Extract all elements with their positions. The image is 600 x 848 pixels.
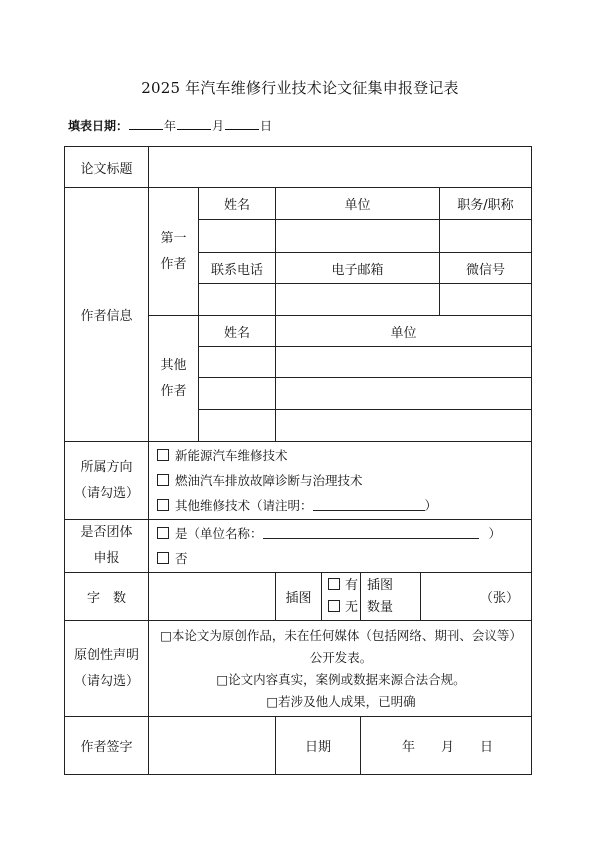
other-authors-label-line1: 其他 [160,357,187,373]
other-direction-blank[interactable] [313,498,425,511]
team-label [65,520,149,573]
option-text: 新能源汽车维修技术 [175,448,288,463]
month-blank[interactable] [177,119,211,130]
other-header-unit: 单位 [276,316,532,347]
header-name: 姓名 [199,188,276,220]
signature-date-format: 年 月 日 [401,740,493,755]
other-author-unit-field[interactable] [276,347,532,378]
fig-count-label-line1: 插图 [367,577,394,593]
first-author-label-line2: 作者 [160,256,187,272]
team-options [149,520,532,573]
paper-title-label: 论文标题 [65,147,149,188]
first-author-wechat-field[interactable] [440,284,532,316]
other-author-name-field[interactable] [199,347,276,378]
direction-label-line2: （请勾选） [73,485,139,501]
first-author-label [149,188,199,316]
fig-count-unit: （张） [479,591,519,606]
other-author-name-field[interactable] [199,378,276,410]
figures-choice [322,573,361,621]
originality-label-line2: （请勾选） [73,673,139,689]
originality-statement-1[interactable]: □本论文为原创作品，未在任何媒体（包括网络、期刊、会议等）公开发表。 [160,627,522,665]
none-text: 无 [345,599,359,615]
yes-text: 是（单位名称： [175,526,263,541]
option-text: 其他维修技术（请注明： [175,498,313,513]
word-count-field[interactable] [149,573,276,621]
option-close: ） [424,498,438,513]
other-author-unit-field[interactable] [276,410,532,442]
originality-statements [149,621,532,717]
checkbox-icon[interactable] [157,499,169,511]
originality-label-line1: 原创性声明 [73,647,139,663]
day-blank[interactable] [225,119,259,130]
header-title: 职务/职称 [440,188,532,220]
other-author-name-field[interactable] [199,410,276,442]
signature-field[interactable] [149,717,276,775]
figures-none-option[interactable] [328,597,360,619]
year-label: 年 [164,119,177,133]
fig-count-label-line2: 数量 [367,599,394,615]
direction-label [65,442,149,520]
team-option-yes[interactable] [149,521,531,546]
header-unit: 单位 [276,188,440,220]
header-email: 电子邮箱 [276,253,440,284]
signature-label: 作者签字 [65,717,149,775]
first-author-name-field[interactable] [199,220,276,253]
word-count-label: 字 数 [65,573,149,621]
first-author-unit-field[interactable] [276,220,440,253]
no-text: 否 [175,551,188,566]
first-author-phone-field[interactable] [199,284,276,316]
first-author-email-field[interactable] [276,284,440,316]
registration-form [64,146,532,775]
month-label: 月 [212,119,225,133]
direction-option-nev[interactable] [149,443,531,468]
checkbox-icon[interactable] [157,527,169,539]
header-wechat: 微信号 [440,253,532,284]
originality-statement-2[interactable]: □论文内容真实，案例或数据来源合法合规。 [216,671,466,687]
author-info-label: 作者信息 [65,188,149,442]
first-author-title-field[interactable] [440,220,532,253]
figures-has-option[interactable] [328,575,360,597]
day-label: 日 [260,119,273,133]
checkbox-icon[interactable] [328,578,340,590]
fig-count-field[interactable] [421,573,532,621]
team-option-no[interactable] [149,546,531,571]
fig-count-label [361,573,421,621]
figures-label: 插图 [276,573,322,621]
checkbox-icon[interactable] [328,600,340,612]
direction-label-line1: 所属方向 [80,459,133,475]
team-label-line1: 是否团体 [80,525,133,540]
fill-date-line [68,117,272,134]
checkbox-icon[interactable] [157,474,169,486]
checkbox-icon[interactable] [157,552,169,564]
signature-date-label: 日期 [276,717,361,775]
fill-date-label: 填表日期： [68,119,129,133]
signature-date-field[interactable] [361,717,532,775]
header-phone: 联系电话 [199,253,276,284]
team-unit-blank[interactable] [263,526,479,539]
direction-option-other[interactable] [149,493,531,518]
direction-option-emission[interactable] [149,468,531,493]
direction-options [149,442,532,520]
other-authors-label-line2: 作者 [160,383,187,399]
other-header-name: 姓名 [199,316,276,347]
other-author-unit-field[interactable] [276,378,532,410]
paper-title-field[interactable] [149,147,532,188]
first-author-label-line1: 第一 [160,230,187,246]
checkbox-icon[interactable] [157,449,169,461]
option-text: 燃油汽车排放故障诊断与治理技术 [175,473,363,488]
team-label-line2: 申报 [93,551,120,566]
other-authors-label [149,316,199,442]
yes-close: ） [488,526,502,541]
year-blank[interactable] [129,119,163,130]
has-text: 有 [345,577,359,593]
originality-label [65,621,149,717]
originality-statement-3[interactable]: □若涉及他人成果，已明确 [266,693,416,709]
page-title: 2025 年汽车维修行业技术论文征集申报登记表 [141,79,459,97]
